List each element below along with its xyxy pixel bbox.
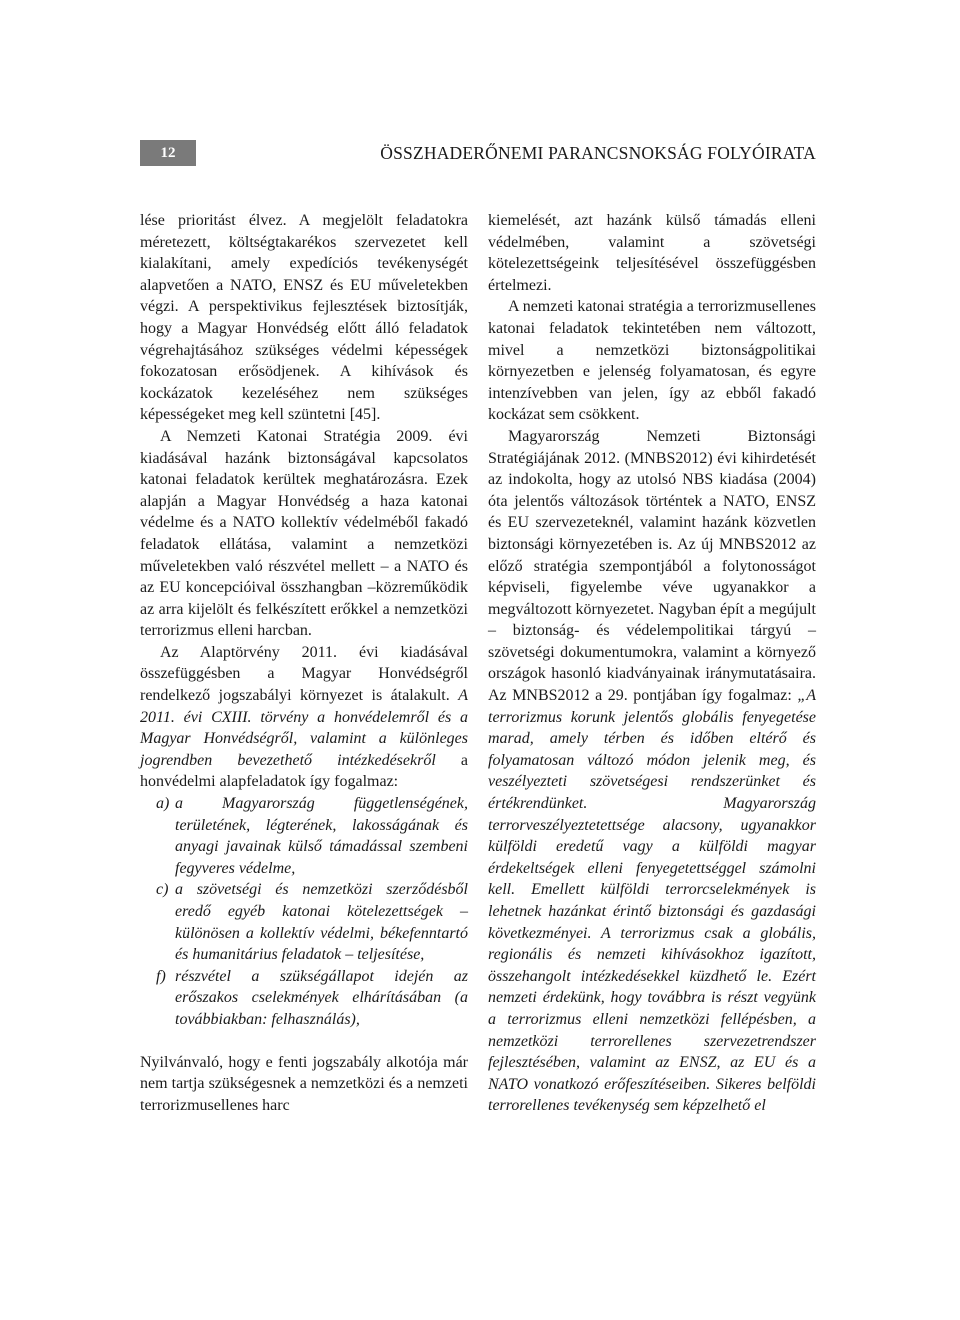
list-item <box>140 793 468 879</box>
paragraph-tail: a honvédelmi alapfeladatok így fogalmaz: <box>140 751 469 791</box>
list-item-text: a szövetségi és nemzetközi szerződésből eredő egyéb katonai kötelezettségek – különösen a kollektív védelmi, békefenntartó és humanitárius feladatok – teljesítése, <box>175 881 468 964</box>
paragraph: lése prioritást élvez. A megjelölt feladatokra méretezett, költségtakarékos szervezetet kell kialakítani, amely expedíciós tevékenységét alapvetően a NATO, ENSZ és EU műveletekben végzi. A perspektivikus fejlesztések biztosítják, hogy a Magyar Honvédség előtt álló feladatok végrehajtásához szükséges védelmi képességek fokozatosan erősödjenek. A kihívások és kockázatok kezeléséhez nem szükséges képességeket meg kell szüntetni [45]. <box>140 212 468 424</box>
strategy-quote: „A terrorizmus korunk jelentős globális fenyegetése marad, amely térben és időben eltérő és folyamatosan változó módon jelenik meg, és veszélyezteti szövetségesi rendszerünket és értékrendünket. Magyarország terrorveszélyeztetettsége alacsony, ugyanakkor külföldi eredetű vagy a külföldi magyar érdekeltségek elleni fenyegetettséggel számolni kell. Emellett külföldi terrorcselekmények is lehetnek hazánkat érintő biztonsági és gazdasági következményei. A terrorizmus csak a globális, regionális és nemzeti kihívásokhoz igazított, összehangolt intézkedésekkel küzdhető le. Ezért nemzeti érdekünk, hogy továbbra is részt vegyünk a terrorizmus elleni nemzetközi fellépésben, a nemzetközi terrorellenes szervezetrendszer fejlesztésében, valamint az ENSZ, az EU és a NATO vonatkozó erőfeszítéseiben. Sikeres belföldi terrorellenes tevékenység sem képzelhető el <box>488 687 816 1115</box>
left-column <box>140 210 468 1116</box>
paragraph: kiemelését, azt hazánk külső támadás elleni védelmében, valamint a szövetségi kötelezettségeink teljesítésével összefüggésben értelmezi. <box>488 212 816 294</box>
paragraph <box>488 426 816 1117</box>
paragraph <box>140 642 468 793</box>
page-header <box>140 140 816 168</box>
law-title: A 2011. évi CXIII. törvény a honvédelemről és a Magyar Honvédségről, valamint a különleges jogrendben bevezethető intézkedésekről <box>140 687 468 769</box>
list-marker: c) <box>156 881 169 899</box>
list-item <box>140 966 468 1031</box>
list-item <box>140 879 468 965</box>
paragraph: Nyilvánvaló, hogy e fenti jogszabály alkotója már nem tartja szükségesnek a nemzetközi és a nemzeti terrorizmusellenes harc <box>140 1053 468 1114</box>
right-column <box>488 210 816 1117</box>
paragraph-lead: Az Alaptörvény 2011. évi kiadásával összefüggésben a Magyar Honvédségről rendelkező jogszabályi környezet is átalakult. <box>140 643 468 705</box>
paragraph: A Nemzeti Katonai Stratégia 2009. évi kiadásával hazánk biztonságával kapcsolatos katonai feladatok kerültek meghatározásra. Ezek alapján a Magyar Honvédség a haza katonai védelme és a NATO kollektív védelméből fakadó feladatok ellátása, valamint a nemzetközi műveletekben való részvétel mellett – a NATO és az EU koncepcióival összhangban –közreműködik az arra kijelölt és felkészített erőkkel a nemzetközi terrorizmus elleni harcban. <box>140 427 468 640</box>
paragraph: A nemzeti katonai stratégia a terrorizmusellenes katonai feladatok tekintetében nem változott, mivel a nemzetközi biztonságpolitikai környezetben e jelenség folyamatosan, és egyre intenzívebben van jelen, így az ebből fakadó kockázat sem csökkent. <box>488 298 816 424</box>
journal-title: ÖSSZHADERŐNEMI PARANCSNOKSÁG FOLYÓIRATA <box>380 143 816 163</box>
list-marker: f) <box>156 967 166 985</box>
paragraph-lead: Magyarország Nemzeti Biztonsági Stratégiájának 2012. (MNBS2012) évi kihirdetését az indokolta, hogy az utolsó NBS kiadása (2004) óta jelentős változások történtek a NATO, ENSZ és EU szervezeteknél, valamint hazánk közvetlen biztonsági környezetében is. Az új MNBS2012 az előző stratégia szempontjából a folytonosságot képviseli, figyelembe véve ugyanakkor a megváltozott környezetet. Nagyban épít a megújult – biztonság- és védelempolitikai tárgyú – szövetségi dokumentumokra, valamint a környező országok hasonló kiadványainak iránymutatásaira. Az MNBS2012 a 29. pontjában így fogalmaz: <box>488 427 816 705</box>
list-marker: a) <box>156 795 170 813</box>
list-item-text: a Magyarország függetlenségének, területének, légterének, lakosságának és anyagi javainak külső támadással szembeni fegyveres védelme, <box>175 795 468 877</box>
page-number: 12 <box>140 140 196 166</box>
list-item-text: részvétel a szükségállapot idején az erőszakos cselekmények elhárításában (a továbbiakban: felhasználás), <box>175 967 468 1028</box>
duty-list <box>140 793 468 1031</box>
